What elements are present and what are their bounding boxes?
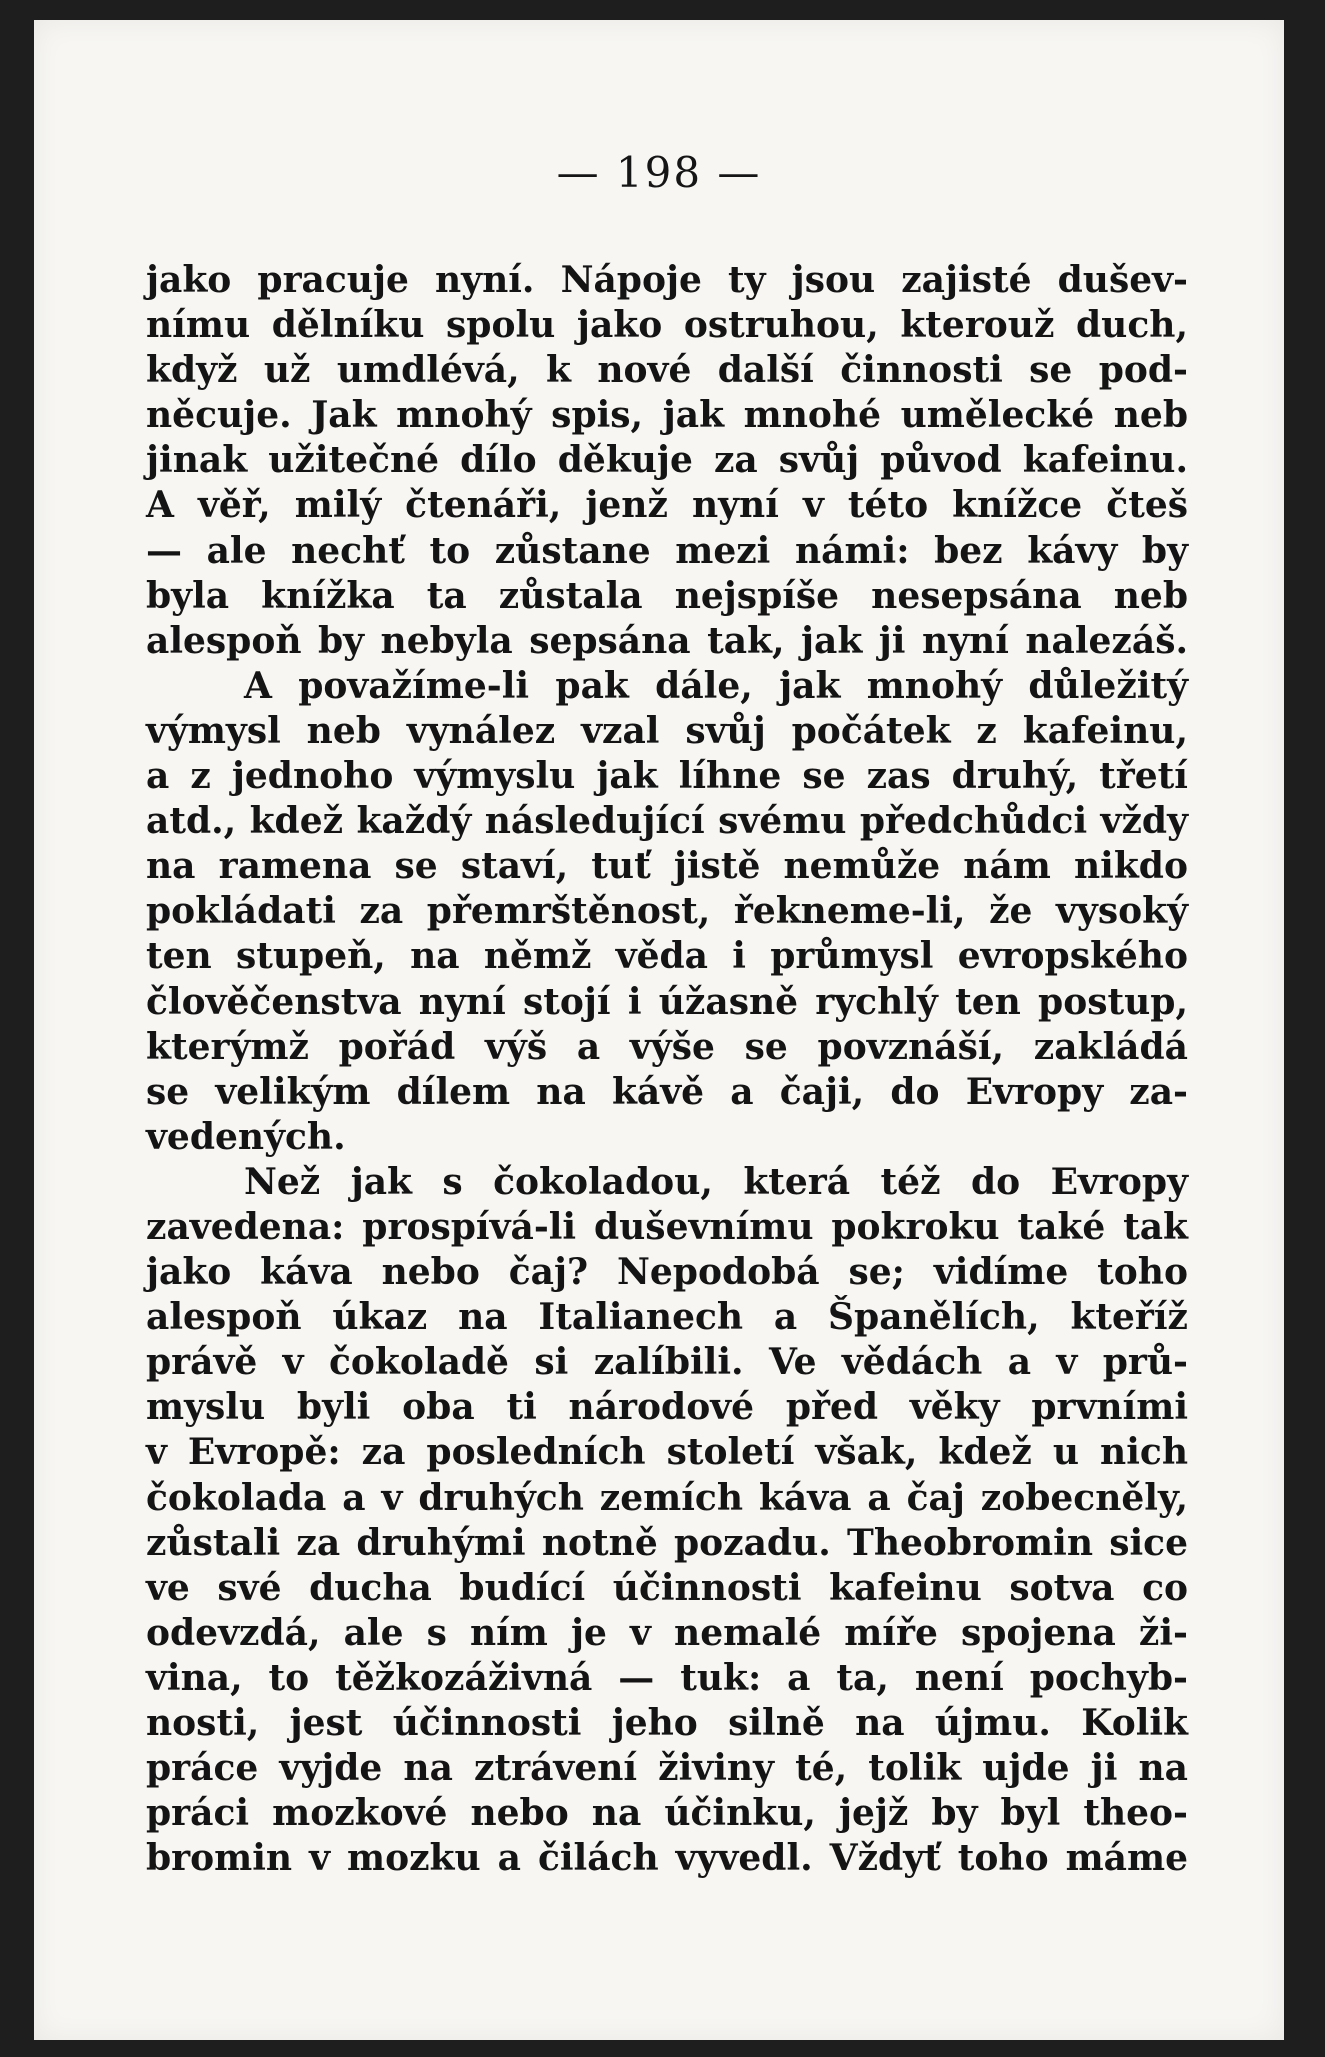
text-line: na ramena se staví, tuť jistě nemůže nám nikdo bbox=[146, 845, 1188, 888]
text-line: byla knížka ta zůstala nejspíše nesepsána neb bbox=[146, 574, 1188, 617]
book-page bbox=[34, 20, 1284, 2040]
text-line: ten stupeň, na němž věda i průmysl evropského bbox=[146, 935, 1188, 978]
text-line: práci mozkové nebo na účinku, jejž by byl theo- bbox=[146, 1792, 1188, 1835]
text-line: se velikým dílem na kávě a čaji, do Evropy za- bbox=[146, 1070, 1188, 1113]
text-line: nímu dělníku spolu jako ostruhou, kterouž duch, bbox=[146, 304, 1188, 347]
text-line: člověčenstva nyní stojí i úžasně rychlý ten postup, bbox=[146, 980, 1188, 1023]
text-line: právě v čokoladě si zalíbili. Ve vědách a v prů- bbox=[146, 1341, 1188, 1384]
text-line: nosti, jest účinnosti jeho silně na újmu. Kolik bbox=[146, 1702, 1188, 1744]
text-line: v Evropě: za posledních století však, kdež u nich bbox=[146, 1431, 1188, 1474]
text-line: alespoň úkaz na Italianech a Španělích, kteříž bbox=[146, 1296, 1188, 1339]
text-line: alespoň by nebyla sepsána tak, jak ji nyní nalezáš. bbox=[146, 619, 1188, 662]
text-line: zavedena: prospívá-li duševnímu pokroku také tak bbox=[146, 1205, 1188, 1248]
text-line: atd., kdež každý následující svému předchůdci vždy bbox=[146, 800, 1188, 843]
text-line: A považíme-li pak dále, jak mnohý důležitý bbox=[244, 664, 1188, 707]
text-line: bromin v mozku a čilách vyvedl. Vždyť toho máme bbox=[146, 1837, 1188, 1880]
text-line: čokolada a v druhých zemích káva a čaj zobecněly, bbox=[146, 1476, 1188, 1519]
text-line: vina, to těžkozáživná — tuk: a ta, není pochyb- bbox=[146, 1656, 1188, 1699]
text-line: myslu byli oba ti národové před věky prvními bbox=[146, 1386, 1188, 1429]
text-line: zůstali za druhými notně pozadu. Theobromin sice bbox=[146, 1521, 1188, 1564]
text-line: kterýmž pořád výš a výše se povznáší, zakládá bbox=[146, 1025, 1188, 1068]
text-line: když už umdlévá, k nové další činnosti se pod- bbox=[146, 349, 1188, 392]
text-line: odevzdá, ale s ním je v nemalé míře spojena ži- bbox=[146, 1611, 1188, 1654]
text-line: vedených. bbox=[146, 1115, 346, 1158]
text-line: jinak užitečné dílo děkuje za svůj původ kafeinu. bbox=[146, 439, 1188, 482]
text-line: Než jak s čokoladou, která též do Evropy bbox=[244, 1160, 1188, 1203]
text-line: práce vyjde na ztrávení živiny té, tolik ujde ji na bbox=[146, 1747, 1188, 1790]
text-line: jako káva nebo čaj? Nepodobá se; vidíme toho bbox=[146, 1251, 1188, 1294]
text-line: — ale nechť to zůstane mezi námi: bez kávy by bbox=[146, 529, 1188, 572]
text-line: A věř, milý čtenáři, jenž nyní v této knížce čteš bbox=[146, 484, 1188, 527]
text-line: pokládati za přemrštěnost, řekneme-li, že vysoký bbox=[146, 890, 1188, 933]
text-line: jako pracuje nyní. Nápoje ty jsou zajisté dušev- bbox=[146, 259, 1188, 301]
text-line: výmysl neb vynález vzal svůj počátek z kafeinu, bbox=[146, 709, 1188, 752]
text-line: a z jednoho výmyslu jak líhne se zas druhý, třetí bbox=[146, 755, 1188, 798]
text-line: ve své ducha budící účinnosti kafeinu sotva co bbox=[146, 1566, 1188, 1609]
text-line: něcuje. Jak mnohý spis, jak mnohé umělecké neb bbox=[146, 394, 1188, 437]
page-number: — 198 — bbox=[556, 148, 762, 197]
body-text bbox=[146, 258, 1188, 1881]
